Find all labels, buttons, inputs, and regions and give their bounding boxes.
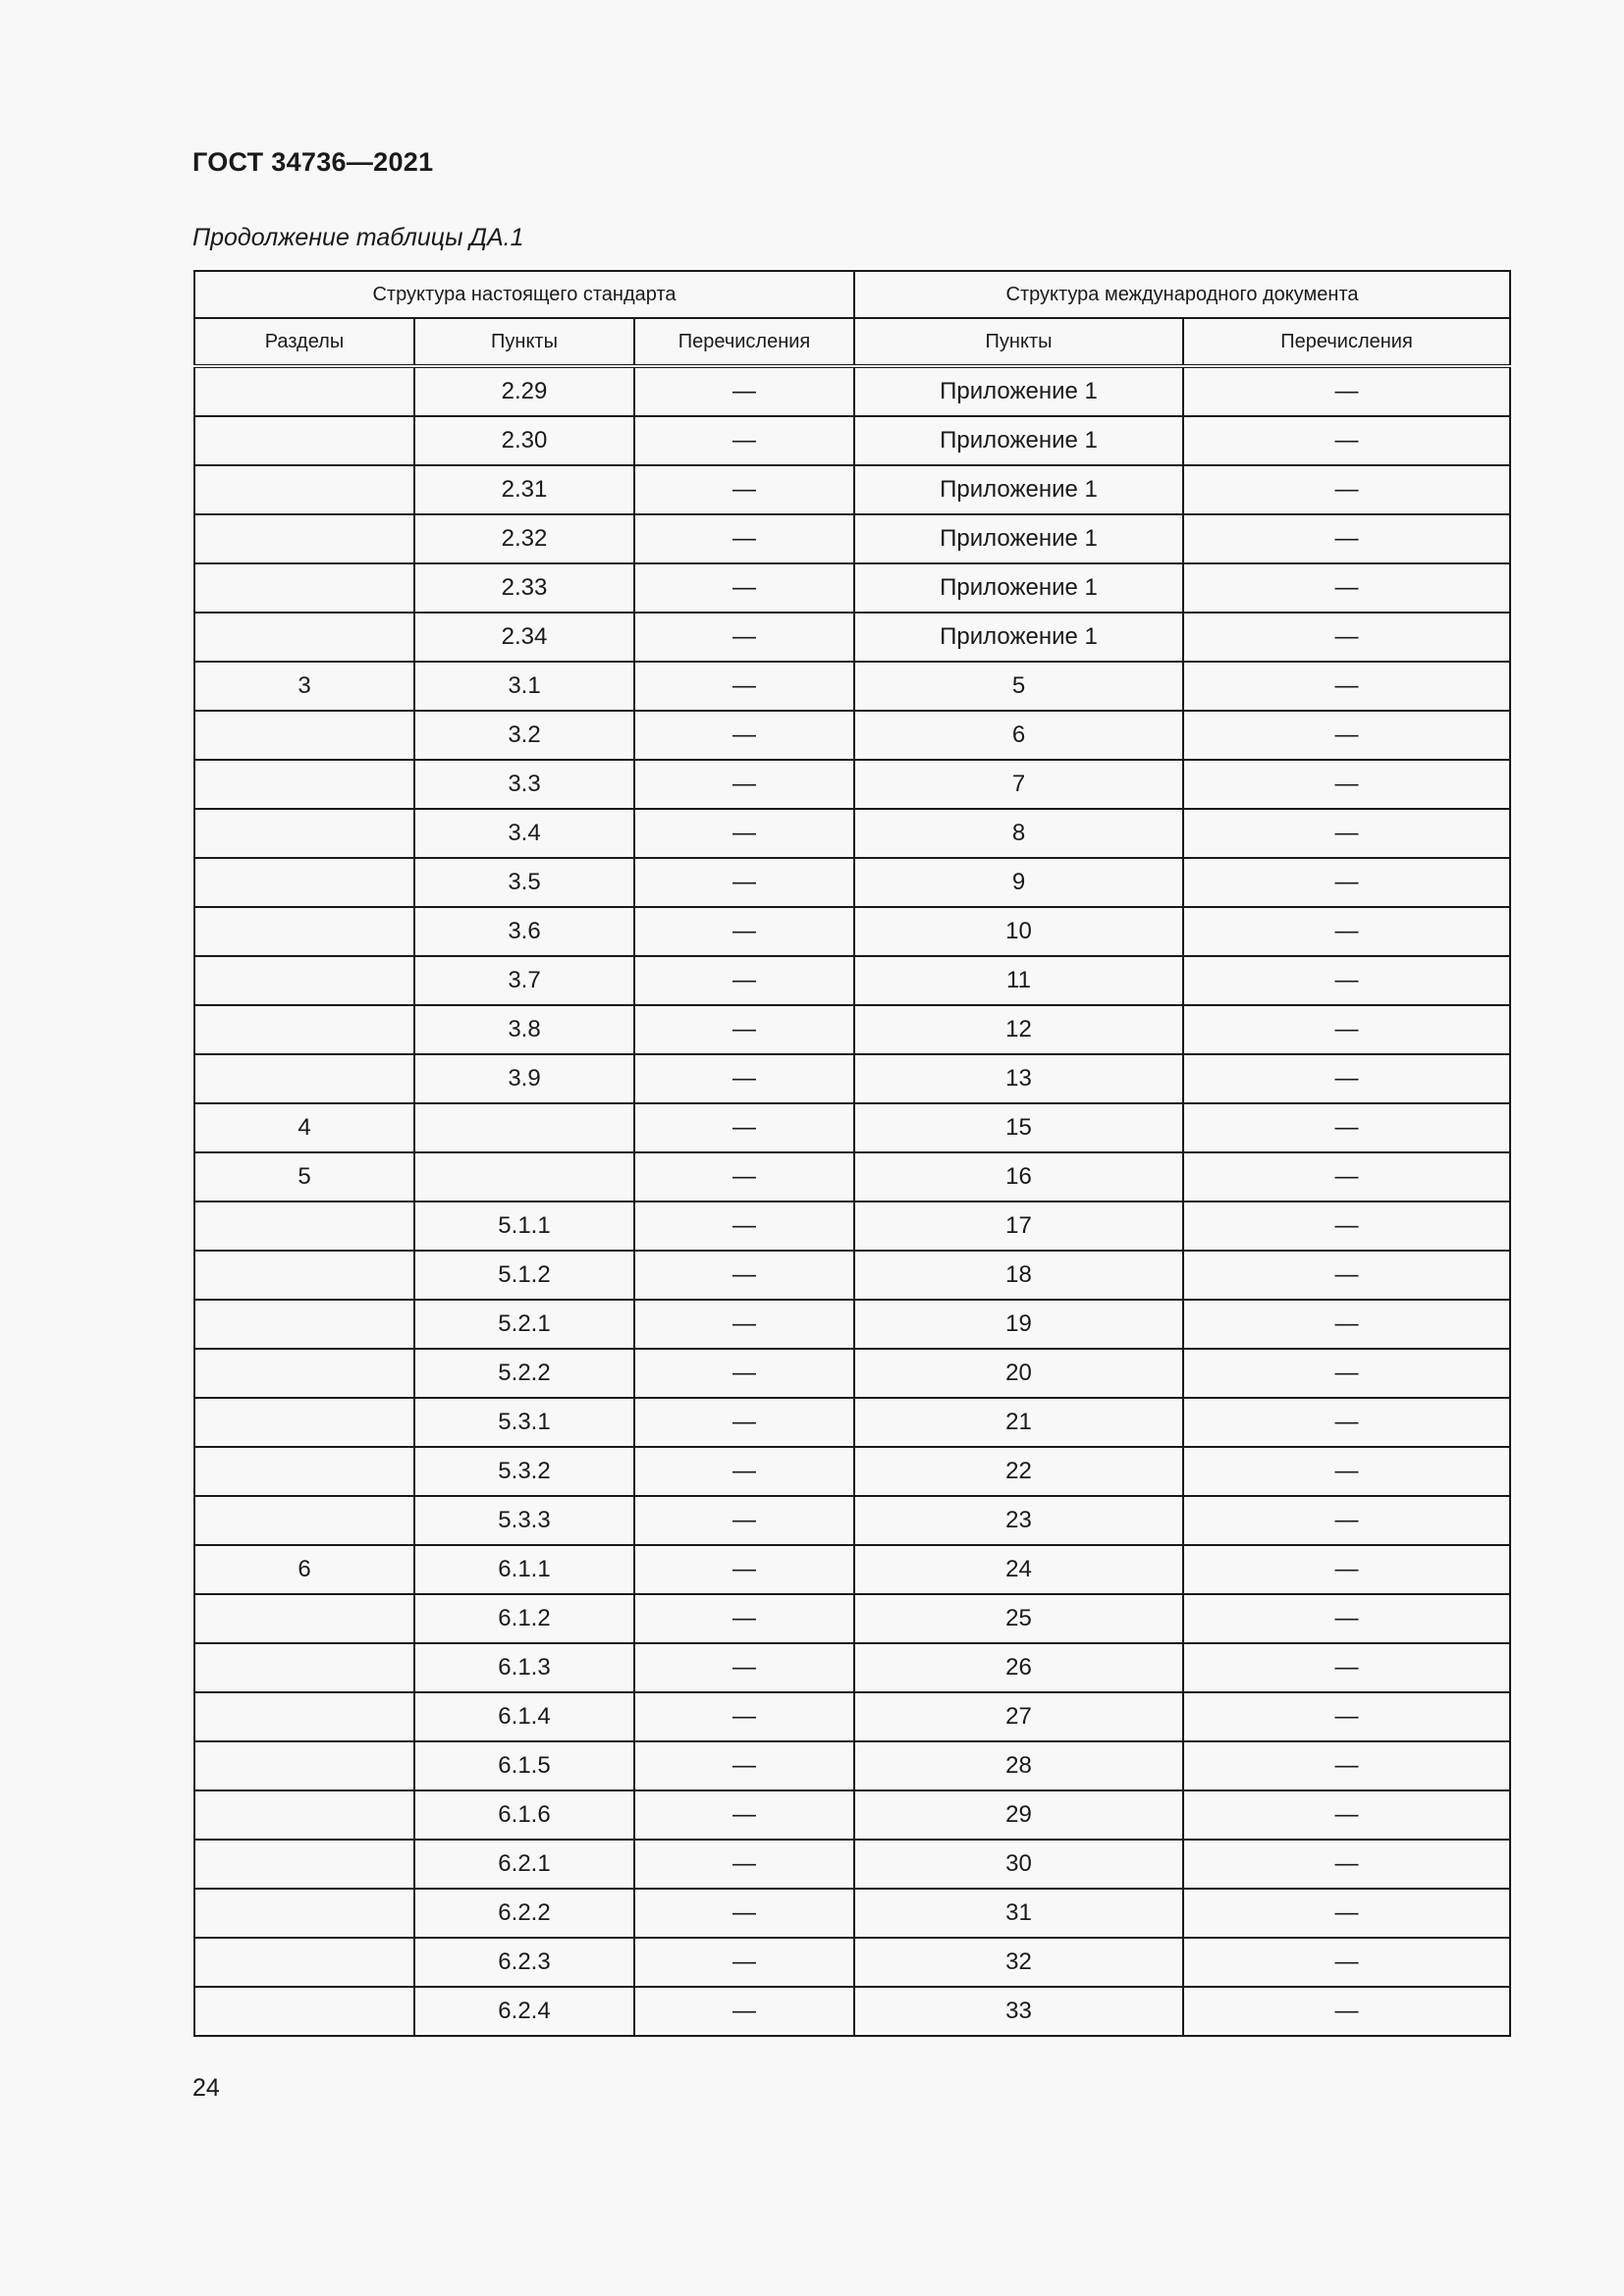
cell-intl-clause: Приложение 1 (854, 416, 1183, 465)
cell-enumeration: — (634, 1251, 854, 1300)
cell-intl-enumeration: — (1183, 366, 1510, 416)
cell-section (194, 956, 414, 1005)
cell-clause: 5.3.1 (414, 1398, 634, 1447)
cell-intl-enumeration: — (1183, 1545, 1510, 1594)
cell-enumeration: — (634, 907, 854, 956)
document-header: ГОСТ 34736—2021 (192, 147, 434, 177)
cell-intl-clause: Приложение 1 (854, 613, 1183, 662)
table-row (194, 1005, 1510, 1054)
cell-intl-enumeration: — (1183, 956, 1510, 1005)
cell-clause: 6.1.6 (414, 1790, 634, 1840)
cell-clause: 5.3.3 (414, 1496, 634, 1545)
table-row (194, 465, 1510, 514)
cell-intl-enumeration: — (1183, 514, 1510, 563)
cell-section (194, 1447, 414, 1496)
cell-clause: 3.8 (414, 1005, 634, 1054)
cell-enumeration: — (634, 809, 854, 858)
cell-intl-enumeration: — (1183, 1103, 1510, 1152)
cell-enumeration: — (634, 1398, 854, 1447)
cell-clause: 5.2.1 (414, 1300, 634, 1349)
table-row (194, 760, 1510, 809)
cell-intl-clause: 17 (854, 1201, 1183, 1251)
cell-enumeration: — (634, 858, 854, 907)
table-row (194, 1692, 1510, 1741)
cell-clause (414, 1152, 634, 1201)
cell-clause: 6.2.4 (414, 1987, 634, 2036)
cell-intl-clause: 5 (854, 662, 1183, 711)
group-header-row (194, 271, 1510, 318)
cell-intl-clause: 32 (854, 1938, 1183, 1987)
cell-enumeration: — (634, 514, 854, 563)
column-header-row (194, 318, 1510, 366)
cell-intl-enumeration: — (1183, 1054, 1510, 1103)
table-row (194, 1349, 1510, 1398)
cell-section (194, 465, 414, 514)
cell-clause: 6.2.2 (414, 1889, 634, 1938)
table-row (194, 416, 1510, 465)
cell-section (194, 1790, 414, 1840)
table-row (194, 858, 1510, 907)
cell-intl-enumeration: — (1183, 1938, 1510, 1987)
cell-clause: 5.1.1 (414, 1201, 634, 1251)
cell-enumeration: — (634, 416, 854, 465)
cell-intl-clause: 11 (854, 956, 1183, 1005)
table-row (194, 1790, 1510, 1840)
table-row (194, 1840, 1510, 1889)
table-row (194, 662, 1510, 711)
cell-intl-clause: 27 (854, 1692, 1183, 1741)
cell-enumeration: — (634, 563, 854, 613)
cell-section: 6 (194, 1545, 414, 1594)
cell-intl-enumeration: — (1183, 1447, 1510, 1496)
cell-section (194, 711, 414, 760)
cell-intl-enumeration: — (1183, 613, 1510, 662)
cell-enumeration: — (634, 1987, 854, 2036)
cell-intl-enumeration: — (1183, 416, 1510, 465)
cell-section (194, 1054, 414, 1103)
cell-section (194, 809, 414, 858)
cell-enumeration: — (634, 1545, 854, 1594)
cell-intl-enumeration: — (1183, 1840, 1510, 1889)
cell-intl-enumeration: — (1183, 1692, 1510, 1741)
cell-intl-enumeration: — (1183, 711, 1510, 760)
table-row (194, 1447, 1510, 1496)
cell-section (194, 858, 414, 907)
cell-intl-clause: 9 (854, 858, 1183, 907)
cell-section (194, 1643, 414, 1692)
cell-section (194, 1594, 414, 1643)
cell-intl-enumeration: — (1183, 858, 1510, 907)
cell-intl-enumeration: — (1183, 907, 1510, 956)
cell-intl-clause: 21 (854, 1398, 1183, 1447)
table-row (194, 1889, 1510, 1938)
cell-enumeration: — (634, 1938, 854, 1987)
cell-section: 3 (194, 662, 414, 711)
table-row (194, 613, 1510, 662)
cell-clause: 3.2 (414, 711, 634, 760)
table-row (194, 1103, 1510, 1152)
column-header-intl-enumerations: Перечисления (1183, 318, 1510, 366)
table-row (194, 1938, 1510, 1987)
cell-section (194, 514, 414, 563)
cell-intl-clause: 20 (854, 1349, 1183, 1398)
cell-intl-clause: 30 (854, 1840, 1183, 1889)
cell-enumeration: — (634, 956, 854, 1005)
cell-intl-clause: 13 (854, 1054, 1183, 1103)
cell-enumeration: — (634, 760, 854, 809)
cell-clause: 6.1.3 (414, 1643, 634, 1692)
cell-clause: 5.1.2 (414, 1251, 634, 1300)
cell-section (194, 1201, 414, 1251)
cell-intl-enumeration: — (1183, 1643, 1510, 1692)
cell-section (194, 907, 414, 956)
cell-section (194, 1496, 414, 1545)
cell-section (194, 760, 414, 809)
cell-intl-clause: Приложение 1 (854, 514, 1183, 563)
table-row (194, 809, 1510, 858)
cell-clause: 5.3.2 (414, 1447, 634, 1496)
table-row (194, 907, 1510, 956)
table-row (194, 1201, 1510, 1251)
cell-enumeration: — (634, 1840, 854, 1889)
cell-enumeration: — (634, 1790, 854, 1840)
cell-intl-enumeration: — (1183, 809, 1510, 858)
table-row (194, 1987, 1510, 2036)
cell-intl-clause: 22 (854, 1447, 1183, 1496)
cell-intl-enumeration: — (1183, 1300, 1510, 1349)
cell-enumeration: — (634, 1496, 854, 1545)
group-header-international: Структура международного документа (854, 271, 1510, 318)
cell-section: 4 (194, 1103, 414, 1152)
cell-intl-enumeration: — (1183, 1152, 1510, 1201)
cell-clause: 2.31 (414, 465, 634, 514)
cell-section (194, 1840, 414, 1889)
cell-intl-clause: Приложение 1 (854, 366, 1183, 416)
cell-clause: 2.29 (414, 366, 634, 416)
cell-intl-enumeration: — (1183, 1005, 1510, 1054)
cell-section (194, 1251, 414, 1300)
cell-section (194, 1398, 414, 1447)
cell-enumeration: — (634, 1447, 854, 1496)
cell-section (194, 1889, 414, 1938)
cell-intl-clause: 8 (854, 809, 1183, 858)
cell-intl-enumeration: — (1183, 1594, 1510, 1643)
cell-intl-clause: 15 (854, 1103, 1183, 1152)
cell-clause: 5.2.2 (414, 1349, 634, 1398)
cell-intl-enumeration: — (1183, 1889, 1510, 1938)
cell-enumeration: — (634, 1054, 854, 1103)
cell-clause: 3.5 (414, 858, 634, 907)
column-header-intl-clauses: Пункты (854, 318, 1183, 366)
cell-intl-clause: 7 (854, 760, 1183, 809)
table-row (194, 366, 1510, 416)
cell-section (194, 1005, 414, 1054)
table-row (194, 711, 1510, 760)
cell-enumeration: — (634, 1103, 854, 1152)
cell-intl-clause: 26 (854, 1643, 1183, 1692)
cell-enumeration: — (634, 1643, 854, 1692)
table-row (194, 1300, 1510, 1349)
cell-clause: 6.2.1 (414, 1840, 634, 1889)
cell-intl-clause: 16 (854, 1152, 1183, 1201)
table-row (194, 1741, 1510, 1790)
cell-clause: 6.1.4 (414, 1692, 634, 1741)
column-header-enumerations: Перечисления (634, 318, 854, 366)
cell-clause: 6.1.5 (414, 1741, 634, 1790)
cell-intl-clause: 10 (854, 907, 1183, 956)
table-row (194, 1594, 1510, 1643)
cell-section (194, 613, 414, 662)
cell-enumeration: — (634, 1594, 854, 1643)
cell-section: 5 (194, 1152, 414, 1201)
cell-intl-clause: 12 (854, 1005, 1183, 1054)
cell-intl-enumeration: — (1183, 760, 1510, 809)
table-row (194, 1398, 1510, 1447)
cell-intl-enumeration: — (1183, 1790, 1510, 1840)
cell-intl-clause: 28 (854, 1741, 1183, 1790)
cell-section (194, 1349, 414, 1398)
cell-clause: 6.2.3 (414, 1938, 634, 1987)
table-caption: Продолжение таблицы ДА.1 (192, 224, 524, 251)
cell-enumeration: — (634, 1741, 854, 1790)
cell-section (194, 416, 414, 465)
cell-intl-enumeration: — (1183, 1496, 1510, 1545)
cell-section (194, 1741, 414, 1790)
column-header-clauses: Пункты (414, 318, 634, 366)
cell-intl-enumeration: — (1183, 1349, 1510, 1398)
cell-enumeration: — (634, 1349, 854, 1398)
table-row (194, 1251, 1510, 1300)
cell-clause: 3.6 (414, 907, 634, 956)
table-row (194, 1545, 1510, 1594)
cell-section (194, 1300, 414, 1349)
cell-clause: 2.30 (414, 416, 634, 465)
cell-intl-clause: Приложение 1 (854, 465, 1183, 514)
cell-intl-clause: 19 (854, 1300, 1183, 1349)
cell-enumeration: — (634, 1005, 854, 1054)
column-header-sections: Разделы (194, 318, 414, 366)
table-row (194, 1054, 1510, 1103)
cell-clause (414, 1103, 634, 1152)
cell-intl-clause: 25 (854, 1594, 1183, 1643)
cell-clause: 2.32 (414, 514, 634, 563)
cell-clause: 2.34 (414, 613, 634, 662)
table-row (194, 563, 1510, 613)
cell-section (194, 1692, 414, 1741)
cell-section (194, 563, 414, 613)
group-header-national: Структура настоящего стандарта (194, 271, 854, 318)
cell-intl-enumeration: — (1183, 563, 1510, 613)
cell-clause: 3.4 (414, 809, 634, 858)
cell-intl-enumeration: — (1183, 1251, 1510, 1300)
cell-enumeration: — (634, 1692, 854, 1741)
cell-intl-enumeration: — (1183, 1398, 1510, 1447)
table-row (194, 956, 1510, 1005)
cell-enumeration: — (634, 711, 854, 760)
table-row (194, 514, 1510, 563)
cell-clause: 2.33 (414, 563, 634, 613)
cell-clause: 6.1.2 (414, 1594, 634, 1643)
cell-enumeration: — (634, 1300, 854, 1349)
cell-intl-clause: 29 (854, 1790, 1183, 1840)
table-body (194, 366, 1510, 2036)
correspondence-table (193, 270, 1511, 2037)
cell-intl-clause: 6 (854, 711, 1183, 760)
cell-enumeration: — (634, 662, 854, 711)
cell-clause: 3.1 (414, 662, 634, 711)
cell-clause: 3.9 (414, 1054, 634, 1103)
cell-intl-enumeration: — (1183, 1741, 1510, 1790)
cell-intl-clause: 18 (854, 1251, 1183, 1300)
cell-enumeration: — (634, 1201, 854, 1251)
cell-section (194, 1987, 414, 2036)
cell-enumeration: — (634, 366, 854, 416)
cell-intl-clause: 33 (854, 1987, 1183, 2036)
cell-section (194, 366, 414, 416)
cell-clause: 3.3 (414, 760, 634, 809)
cell-intl-clause: Приложение 1 (854, 563, 1183, 613)
cell-section (194, 1938, 414, 1987)
table-row (194, 1496, 1510, 1545)
cell-enumeration: — (634, 613, 854, 662)
cell-enumeration: — (634, 1152, 854, 1201)
cell-enumeration: — (634, 465, 854, 514)
cell-intl-clause: 24 (854, 1545, 1183, 1594)
cell-intl-enumeration: — (1183, 662, 1510, 711)
page-number: 24 (192, 2074, 220, 2102)
cell-intl-enumeration: — (1183, 1201, 1510, 1251)
table-row (194, 1152, 1510, 1201)
cell-intl-enumeration: — (1183, 465, 1510, 514)
cell-intl-enumeration: — (1183, 1987, 1510, 2036)
cell-clause: 6.1.1 (414, 1545, 634, 1594)
cell-intl-clause: 31 (854, 1889, 1183, 1938)
cell-clause: 3.7 (414, 956, 634, 1005)
table-row (194, 1643, 1510, 1692)
cell-intl-clause: 23 (854, 1496, 1183, 1545)
cell-enumeration: — (634, 1889, 854, 1938)
